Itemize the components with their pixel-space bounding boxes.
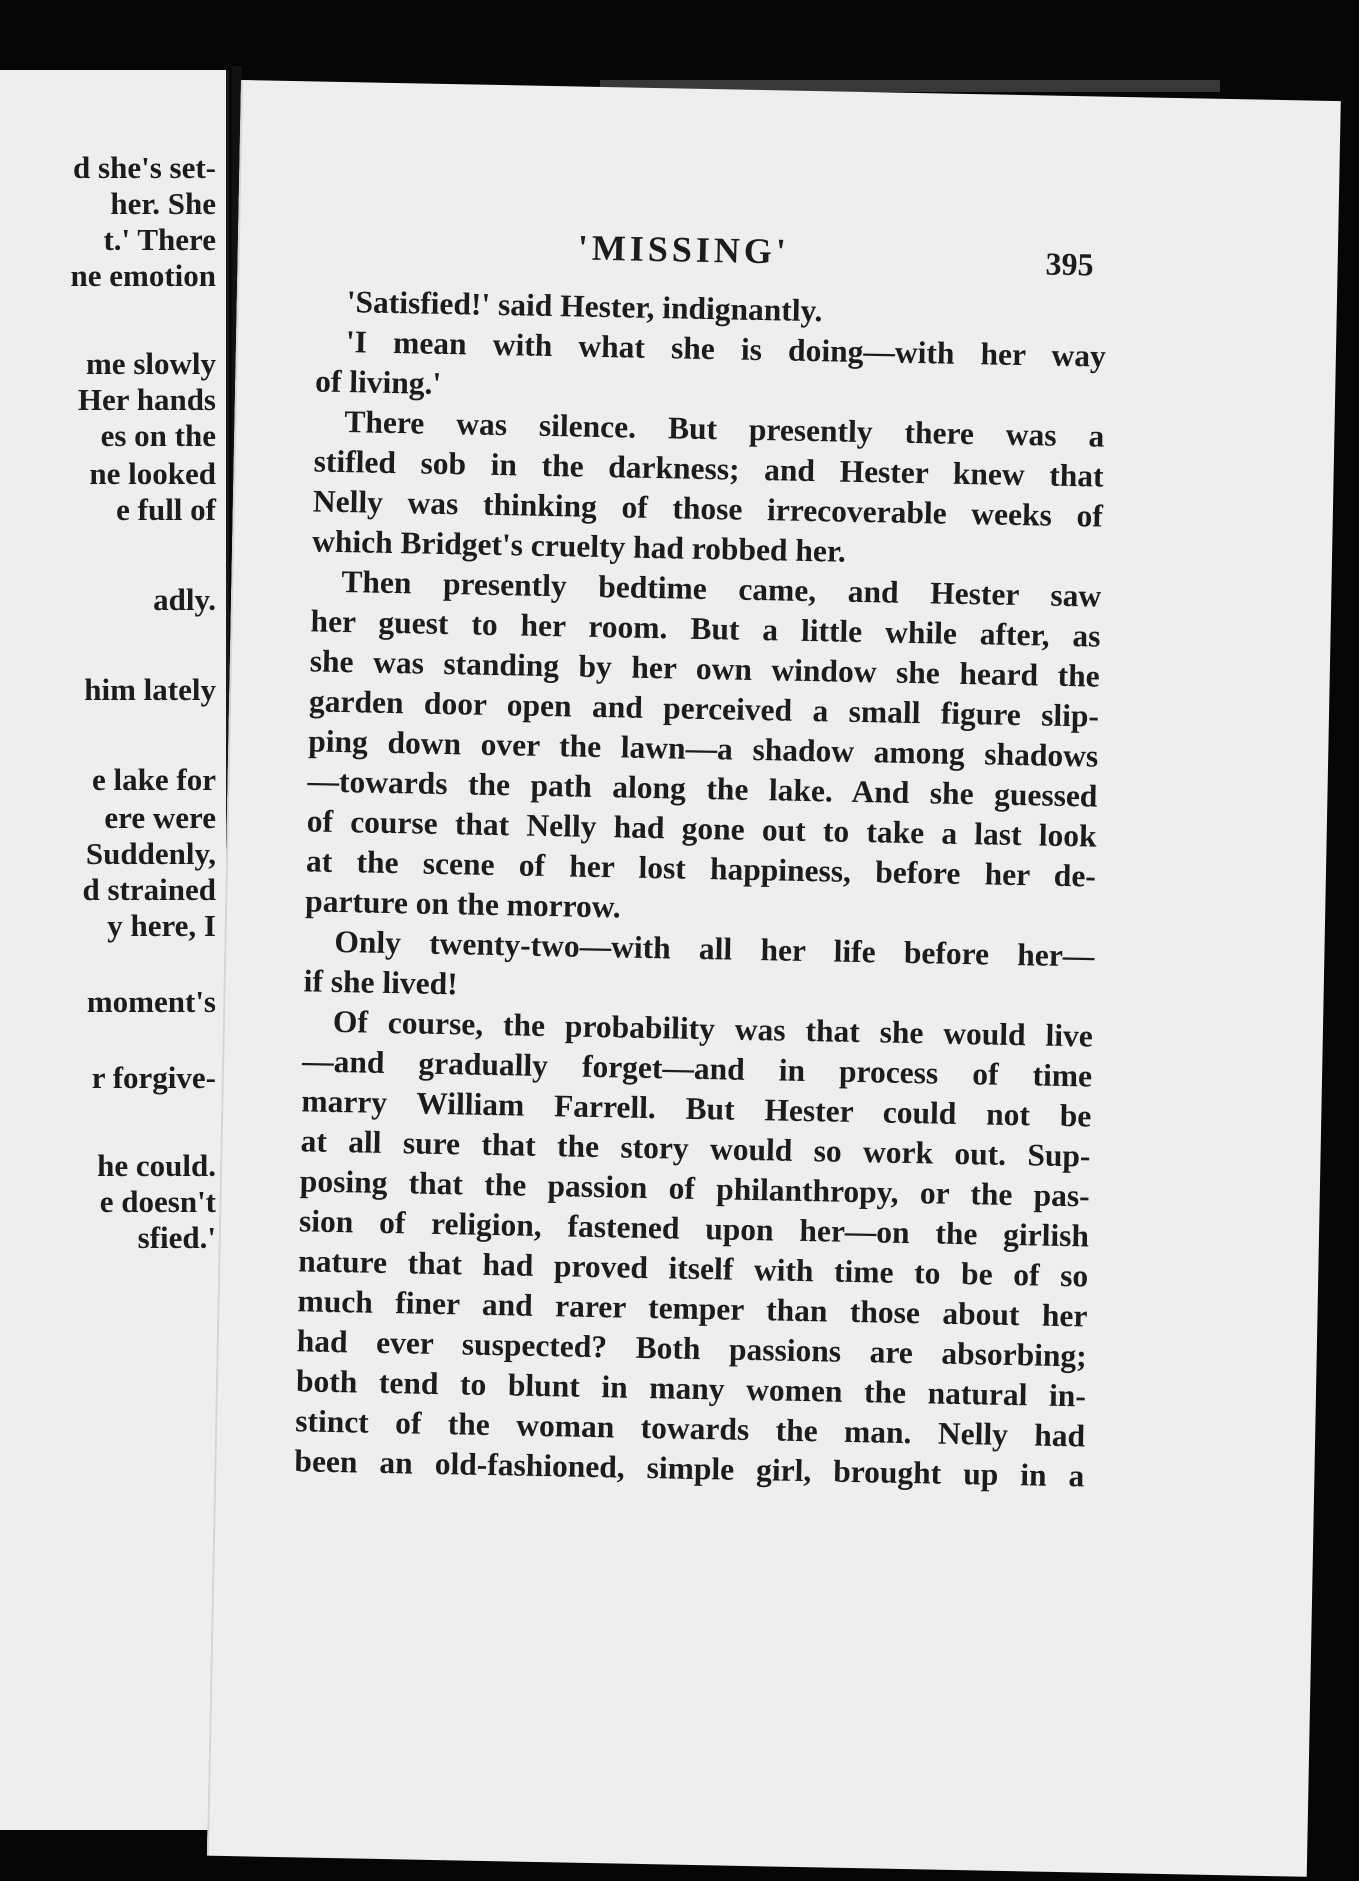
body-line: posing that the passion of philanthropy, or the pas- (299, 1163, 1091, 1214)
body-line: Then presently bedtime came, and Hester saw (341, 564, 1102, 614)
left-page-line: y here, I (107, 908, 216, 943)
body-line: of course that Nelly had gone out to take a last look (306, 803, 1097, 854)
body-line: both tend to blunt in many women the natural in- (295, 1363, 1087, 1414)
body-line: Of course, the probability was that she would live (332, 1003, 1094, 1054)
left-page-line: he could. (97, 1148, 216, 1183)
body-line: sion of religion, fastened upon her—on the girlish (298, 1203, 1090, 1254)
body-line: stifled sob in the darkness; and Hester knew that (313, 443, 1104, 494)
page-number: 395 (1045, 245, 1094, 283)
left-page-line: adly. (153, 582, 216, 617)
body-line: of living.' (314, 363, 442, 401)
body-line: which Bridget's cruelty had robbed her. (311, 523, 847, 569)
running-head: 'MISSING' (577, 227, 791, 272)
body-line: stinct of the woman towards the man. Nelly had (294, 1403, 1086, 1454)
left-page-line: d she's set- (73, 150, 216, 185)
body-line: parture on the morrow. (304, 883, 622, 925)
body-line: much finer and rarer temper than those about her (297, 1283, 1088, 1334)
body-line: 'Satisfied!' said Hester, indignantly. (346, 284, 823, 329)
body-line: been an old-fashioned, simple girl, brought up in a (294, 1443, 1085, 1494)
body-line: had ever suspected? Both passions are absorbing; (296, 1323, 1087, 1374)
body-line: 'I mean with what she is doing—with her way (345, 324, 1107, 374)
left-page (0, 70, 229, 1830)
left-page-line: d strained (82, 872, 216, 907)
body-line: —and gradually forget—and in process of time (301, 1043, 1093, 1094)
left-page-line: ere were (104, 800, 216, 835)
left-page-line: es on the (100, 418, 216, 453)
left-page-line: moment's (86, 984, 216, 1019)
right-page (207, 80, 1341, 1877)
left-page-line: ne looked (89, 456, 216, 491)
left-page-line: e lake for (92, 762, 216, 797)
body-line: at the scene of her lost happiness, before her de- (305, 843, 1097, 894)
body-line: if she lived! (303, 963, 459, 1002)
left-page-line: t.' There (103, 222, 216, 257)
body-line: nature that had proved itself with time to be of so (298, 1243, 1089, 1294)
left-page-line: Suddenly, (85, 836, 216, 871)
body-line: Nelly was thinking of those irrecoverable weeks of (312, 483, 1104, 534)
left-page-line: her. She (110, 186, 216, 221)
body-line: There was silence. But presently there was a (344, 404, 1105, 454)
left-page-line: him lately (84, 672, 216, 707)
body-line: ping down over the lawn—a shadow among shadows (307, 723, 1099, 774)
left-page-line: Her hands (77, 382, 216, 417)
left-page-line: e full of (116, 492, 216, 527)
body-line: —towards the path along the lake. And she guessed (307, 763, 1098, 814)
body-line: marry William Farrell. But Hester could not be (301, 1083, 1092, 1134)
left-page-line: ne emotion (70, 258, 216, 293)
body-text (294, 281, 1107, 1496)
body-line: she was standing by her own window she heard the (309, 643, 1101, 694)
body-line: her guest to her room. But a little while after, as (310, 603, 1101, 654)
left-page-line: e doesn't (99, 1184, 216, 1219)
left-page-line: r forgive- (91, 1060, 216, 1095)
body-line: garden door open and perceived a small figure slip- (308, 683, 1100, 734)
left-page-line: me slowly (85, 346, 216, 381)
left-page-line: sfied.' (137, 1220, 216, 1255)
body-line: Only twenty-two—with all her life before her— (334, 923, 1095, 974)
body-line: at all sure that the story would so work out. Sup- (300, 1123, 1091, 1174)
